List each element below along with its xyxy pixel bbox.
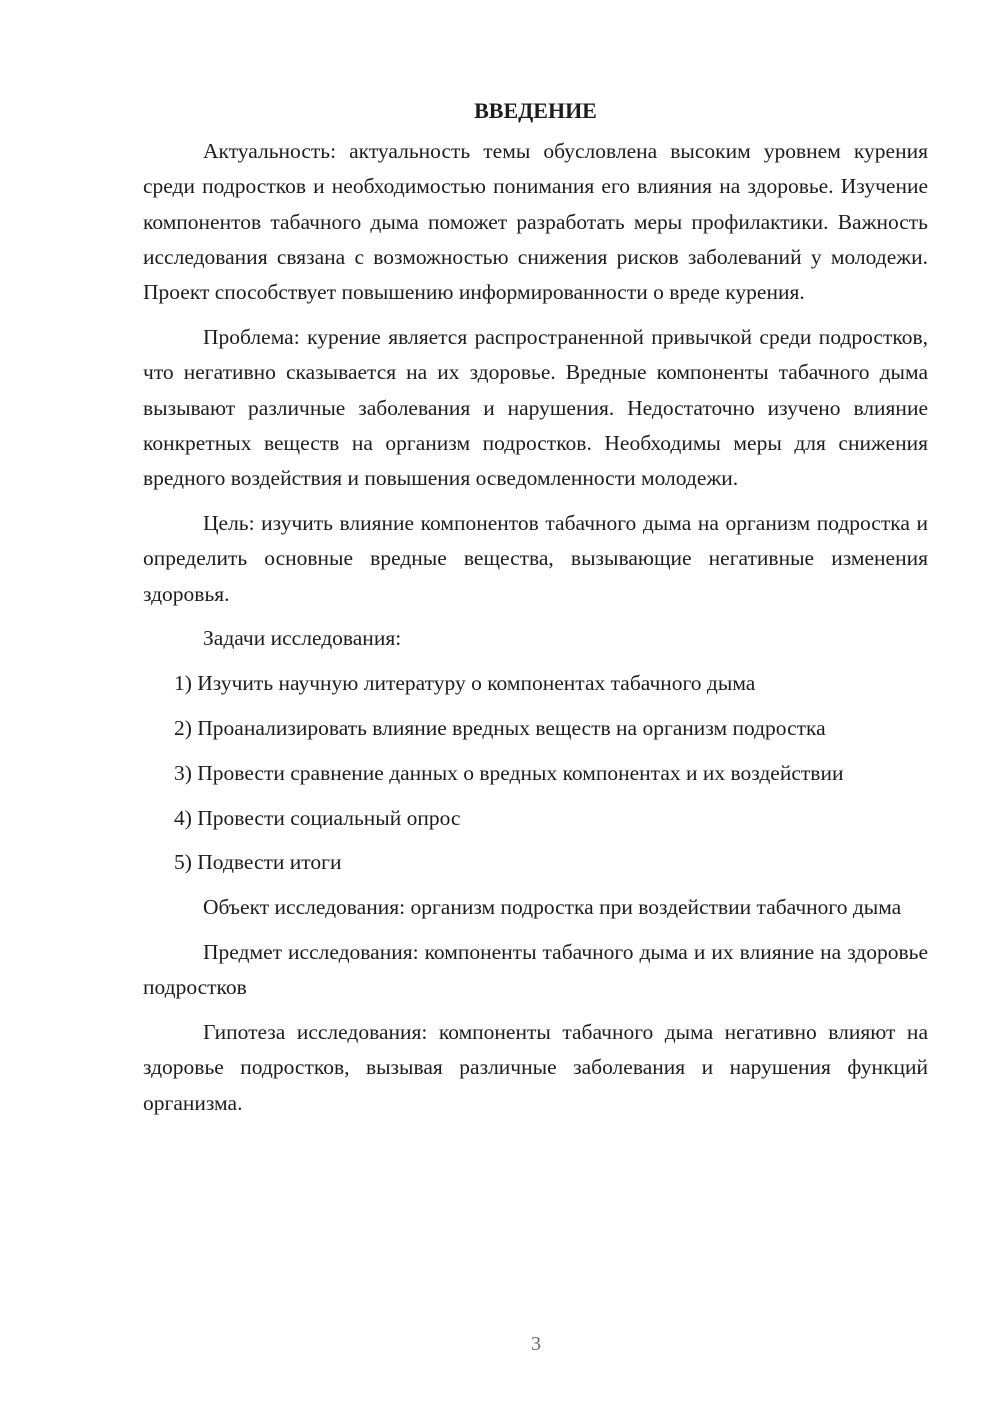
task-item-1: 1) Изучить научную литературу о компонентах табачного дыма (174, 671, 756, 696)
paragraph-goal: Цель: изучить влияние компонентов табачного дыма на организм подростка и определить основные вредные вещества, вызывающие негативные изменения здоровья. (143, 510, 928, 606)
paragraph-subject: Предмет исследования: компоненты табачного дыма и их влияние на здоровье подростков (143, 939, 928, 1000)
paragraph-tasks-heading: Задачи исследования: (203, 626, 402, 651)
task-item-2: 2) Проанализировать влияние вредных веществ на организм подростка (174, 715, 826, 740)
paragraph-hypothesis: Гипотеза исследования: компоненты табачного дыма негативно влияют на здоровье подростков, вызывая различные заболевания и нарушения функций организма. (143, 1020, 928, 1115)
document-page (143, 93, 928, 1130)
paragraph-object: Объект исследования: организм подростка при воздействии табачного дыма (203, 895, 902, 920)
task-item-5: 5) Подвести итоги (174, 850, 342, 875)
page-title: ВВЕДЕНИЕ (474, 98, 597, 123)
paragraph-problem: Проблема: курение является распространенной привычкой среди подростков, что негативно сказывается на их здоровье. Вредные компоненты табачного дыма вызывают различные заболевания и нарушения. Недостаточно изучено влияние конкретных веществ на организм подростков. Необходимы меры для снижения вредного воздействия и повышения осведомленности молодежи. (143, 324, 928, 491)
page-number: 3 (531, 1333, 541, 1355)
task-item-4: 4) Провести социальный опрос (174, 805, 461, 830)
paragraph-relevance: Актуальность: актуальность темы обусловлена высоким уровнем курения среди подростков и необходимостью понимания его влияния на здоровье. Изучение компонентов табачного дыма поможет разработать меры профилактики. Важность исследования связана с возможностью снижения рисков заболеваний у молодежи. Проект способствует повышению информированности о вреде курения. (143, 139, 928, 305)
task-item-3: 3) Провести сравнение данных о вредных компонентах и их воздействии (174, 760, 844, 785)
